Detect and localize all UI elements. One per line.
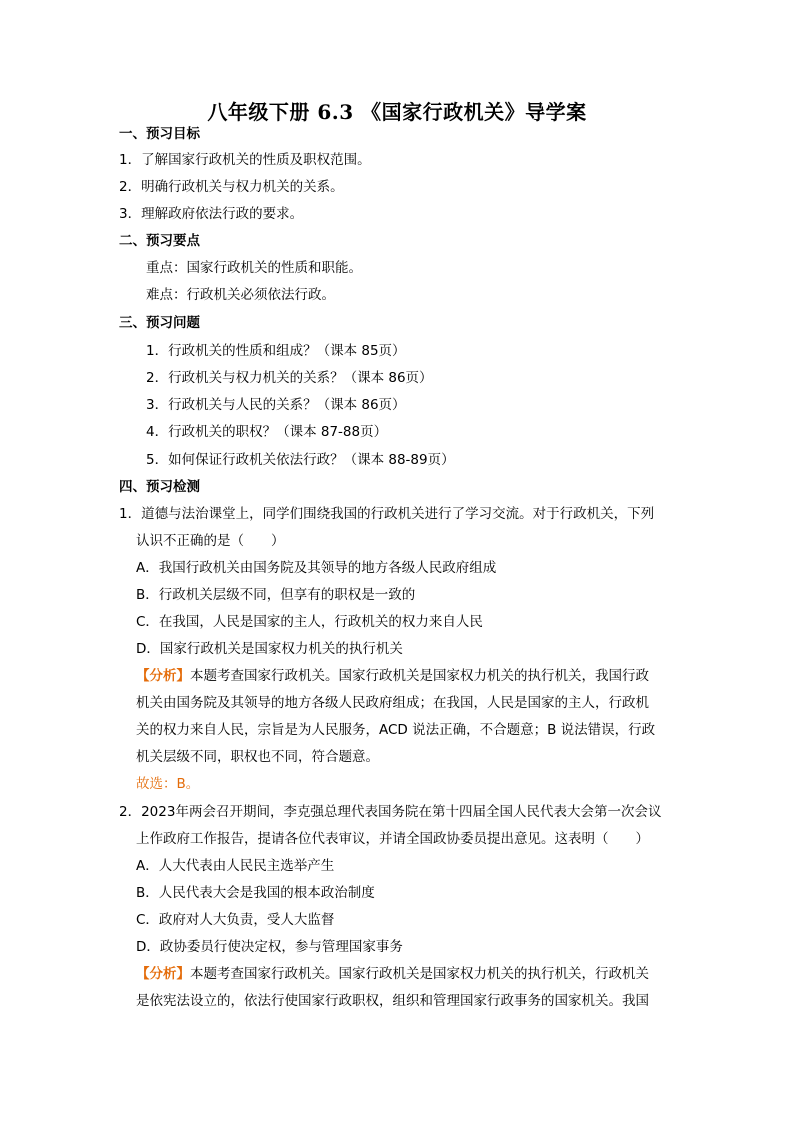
answer-value: B。 bbox=[176, 776, 200, 792]
preview-question: 2．行政机关与权力机关的关系？（课本 86页） bbox=[146, 370, 433, 386]
question-2-option: A．人大代表由人民民主选举产生 bbox=[136, 858, 335, 874]
question-1-answer bbox=[136, 775, 199, 793]
question-1-option: A．我国行政机关由国务院及其领导的地方各级人民政府组成 bbox=[136, 560, 497, 576]
preview-question: 5．如何保证行政机关依法行政？（课本 88-89页） bbox=[146, 452, 455, 468]
section-heading-points: 二、预习要点 bbox=[119, 233, 200, 249]
question-1-stem-cont: 认识不正确的是（ ） bbox=[136, 533, 285, 549]
section-heading-questions: 三、预习问题 bbox=[119, 315, 200, 331]
question-1-option: D．国家行政机关是国家权力机关的执行机关 bbox=[136, 641, 403, 657]
question-1-analysis-cont: 机关由国务院及其领导的地方各级人民政府组成；在我国，人民是国家的主人，行政机 bbox=[136, 695, 649, 711]
difficult-point: 难点：行政机关必须依法行政。 bbox=[146, 287, 335, 303]
question-2-option: B．人民代表大会是我国的根本政治制度 bbox=[136, 885, 375, 901]
key-point: 重点：国家行政机关的性质和职能。 bbox=[146, 260, 362, 276]
question-1-analysis-cont: 机关层级不同，职权也不同，符合题意。 bbox=[136, 749, 379, 765]
question-2-stem: 2．2023年两会召开期间，李克强总理代表国务院在第十四届全国人民代表大会第一次会议 bbox=[119, 804, 662, 820]
question-2-analysis-cont: 是依宪法设立的，依法行使国家行政职权，组织和管理国家行政事务的国家机关。我国 bbox=[136, 993, 649, 1009]
goal-item: 3．理解政府依法行政的要求。 bbox=[119, 206, 304, 222]
question-1-option: C．在我国，人民是国家的主人，行政机关的权力来自人民 bbox=[136, 614, 483, 630]
question-1-stem: 1．道德与法治课堂上，同学们围绕我国的行政机关进行了学习交流。对于行政机关，下列 bbox=[119, 506, 655, 522]
section-heading-goals: 一、预习目标 bbox=[119, 126, 200, 142]
goal-item: 2．明确行政机关与权力机关的关系。 bbox=[119, 179, 344, 195]
question-1-option: B．行政机关层级不同，但享有的职权是一致的 bbox=[136, 587, 416, 603]
analysis-text: 本题考查国家行政机关。国家行政机关是国家权力机关的执行机关，行政机关 bbox=[190, 966, 649, 982]
preview-question: 3．行政机关与人民的关系？（课本 86页） bbox=[146, 397, 406, 413]
page-title: 八年级下册 6.3 《国家行政机关》导学案 bbox=[207, 100, 587, 124]
analysis-tag: 【分析】 bbox=[136, 966, 190, 982]
question-1-analysis-cont: 关的权力来自人民，宗旨是为人民服务，ACD 说法正确，不合题意；B 说法错误，行政 bbox=[136, 722, 656, 738]
question-2-stem-cont: 上作政府工作报告，提请各位代表审议，并请全国政协委员提出意见。这表明（ ） bbox=[136, 831, 649, 847]
preview-question: 4．行政机关的职权？（课本 87-88页） bbox=[146, 424, 388, 440]
analysis-tag: 【分析】 bbox=[136, 668, 190, 684]
question-2-option: D．政协委员行使决定权，参与管理国家事务 bbox=[136, 939, 403, 955]
answer-label: 故选： bbox=[136, 776, 177, 792]
question-1-analysis bbox=[136, 667, 649, 685]
goal-item: 1．了解国家行政机关的性质及职权范围。 bbox=[119, 152, 371, 168]
question-2-analysis bbox=[136, 965, 649, 983]
analysis-text: 本题考查国家行政机关。国家行政机关是国家权力机关的执行机关，我国行政 bbox=[190, 668, 649, 684]
section-heading-check: 四、预习检测 bbox=[119, 479, 200, 495]
preview-question: 1．行政机关的性质和组成？（课本 85页） bbox=[146, 343, 406, 359]
question-2-option: C．政府对人大负责，受人大监督 bbox=[136, 912, 335, 928]
